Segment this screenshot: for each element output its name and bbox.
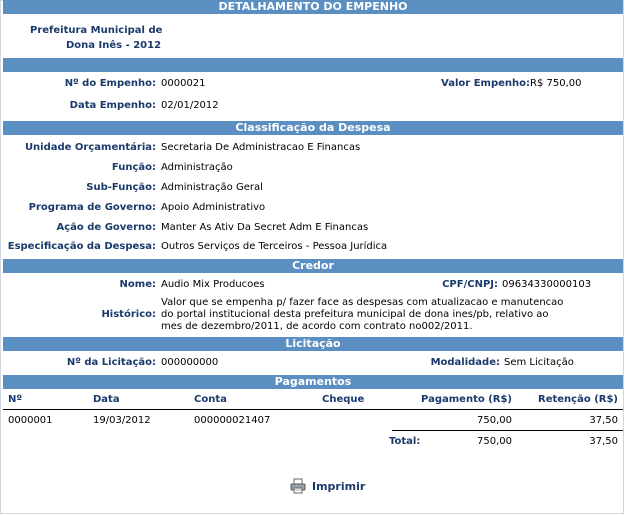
col-numero: Nº (8, 394, 23, 405)
acao-label: Ação de Governo: (56, 222, 156, 233)
print-button[interactable] (290, 478, 365, 494)
funcao-label: Função: (111, 162, 156, 173)
licitacao-header: Licitação (3, 337, 623, 351)
funcao-value: Administração (161, 162, 233, 173)
section-divider (3, 58, 623, 72)
municipality-line-2: Dona Inês - 2012 (66, 40, 162, 51)
unidade-value: Secretaria De Administracao E Financas (161, 142, 361, 153)
especificacao-label: Especificação da Despesa: (7, 241, 156, 252)
especificacao-value: Outros Serviços de Terceiros - Pessoa Jurídica (161, 241, 388, 252)
empenho-number: 0000021 (161, 78, 206, 89)
col-pagamento: Pagamento (R$) (421, 394, 512, 405)
programa-value: Apoio Administrativo (161, 202, 266, 213)
historico-line-2: do portal institucional desta prefeitura municipal de dona ines/pb, relativo ao (161, 309, 549, 320)
row-data: 19/03/2012 (93, 415, 151, 426)
total-divider (392, 430, 623, 431)
cpf-value: 09634330000103 (502, 279, 592, 290)
col-cheque: Cheque (322, 394, 365, 405)
licitacao-number: 000000000 (161, 357, 219, 368)
credor-name-label: Nome: (119, 279, 156, 290)
empenho-date: 02/01/2012 (161, 100, 219, 111)
col-conta: Conta (194, 394, 227, 405)
historico-line-3: mes de dezembro/2011, de acordo com contrato no002/2011. (161, 321, 473, 332)
historico-label: Histórico: (101, 309, 156, 320)
col-retencao: Retenção (R$) (538, 394, 618, 405)
row-retencao: 37,50 (589, 415, 618, 426)
total-pagamento: 750,00 (477, 436, 512, 447)
programa-label: Programa de Governo: (28, 202, 156, 213)
subfuncao-value: Administração Geral (161, 182, 263, 193)
page-title: DETALHAMENTO DO EMPENHO (3, 0, 623, 14)
table-divider (3, 409, 623, 410)
col-data: Data (93, 394, 120, 405)
acao-value: Manter As Ativ Da Secret Adm E Financas (161, 222, 369, 233)
classificacao-header: Classificação da Despesa (3, 121, 623, 135)
historico-line-1: Valor que se empenha p/ fazer face as despesas com atualizacao e manutencao (161, 297, 564, 308)
credor-name: Audio Mix Producoes (161, 279, 265, 290)
empenho-number-label: Nº do Empenho: (64, 78, 156, 89)
row-numero: 0000001 (8, 415, 53, 426)
modalidade-label: Modalidade: (430, 357, 500, 368)
pagamentos-header: Pagamentos (3, 375, 623, 389)
printer-icon (290, 478, 306, 494)
total-label: Total: (389, 436, 421, 447)
credor-header: Credor (3, 259, 623, 273)
empenho-value-label: Valor Empenho: (441, 78, 530, 89)
municipality-line-1: Prefeitura Municipal de (30, 25, 163, 36)
empenho-value: R$ 750,00 (530, 78, 582, 89)
cpf-label: CPF/CNPJ: (442, 279, 498, 290)
print-label: Imprimir (312, 479, 366, 493)
row-conta: 000000021407 (194, 415, 271, 426)
row-pagamento: 750,00 (477, 415, 512, 426)
unidade-label: Unidade Orçamentária: (24, 142, 156, 153)
total-retencao: 37,50 (589, 436, 618, 447)
empenho-date-label: Data Empenho: (69, 100, 156, 111)
subfuncao-label: Sub-Função: (86, 182, 156, 193)
modalidade-value: Sem Licitação (504, 357, 574, 368)
licitacao-number-label: Nº da Licitação: (66, 357, 156, 368)
